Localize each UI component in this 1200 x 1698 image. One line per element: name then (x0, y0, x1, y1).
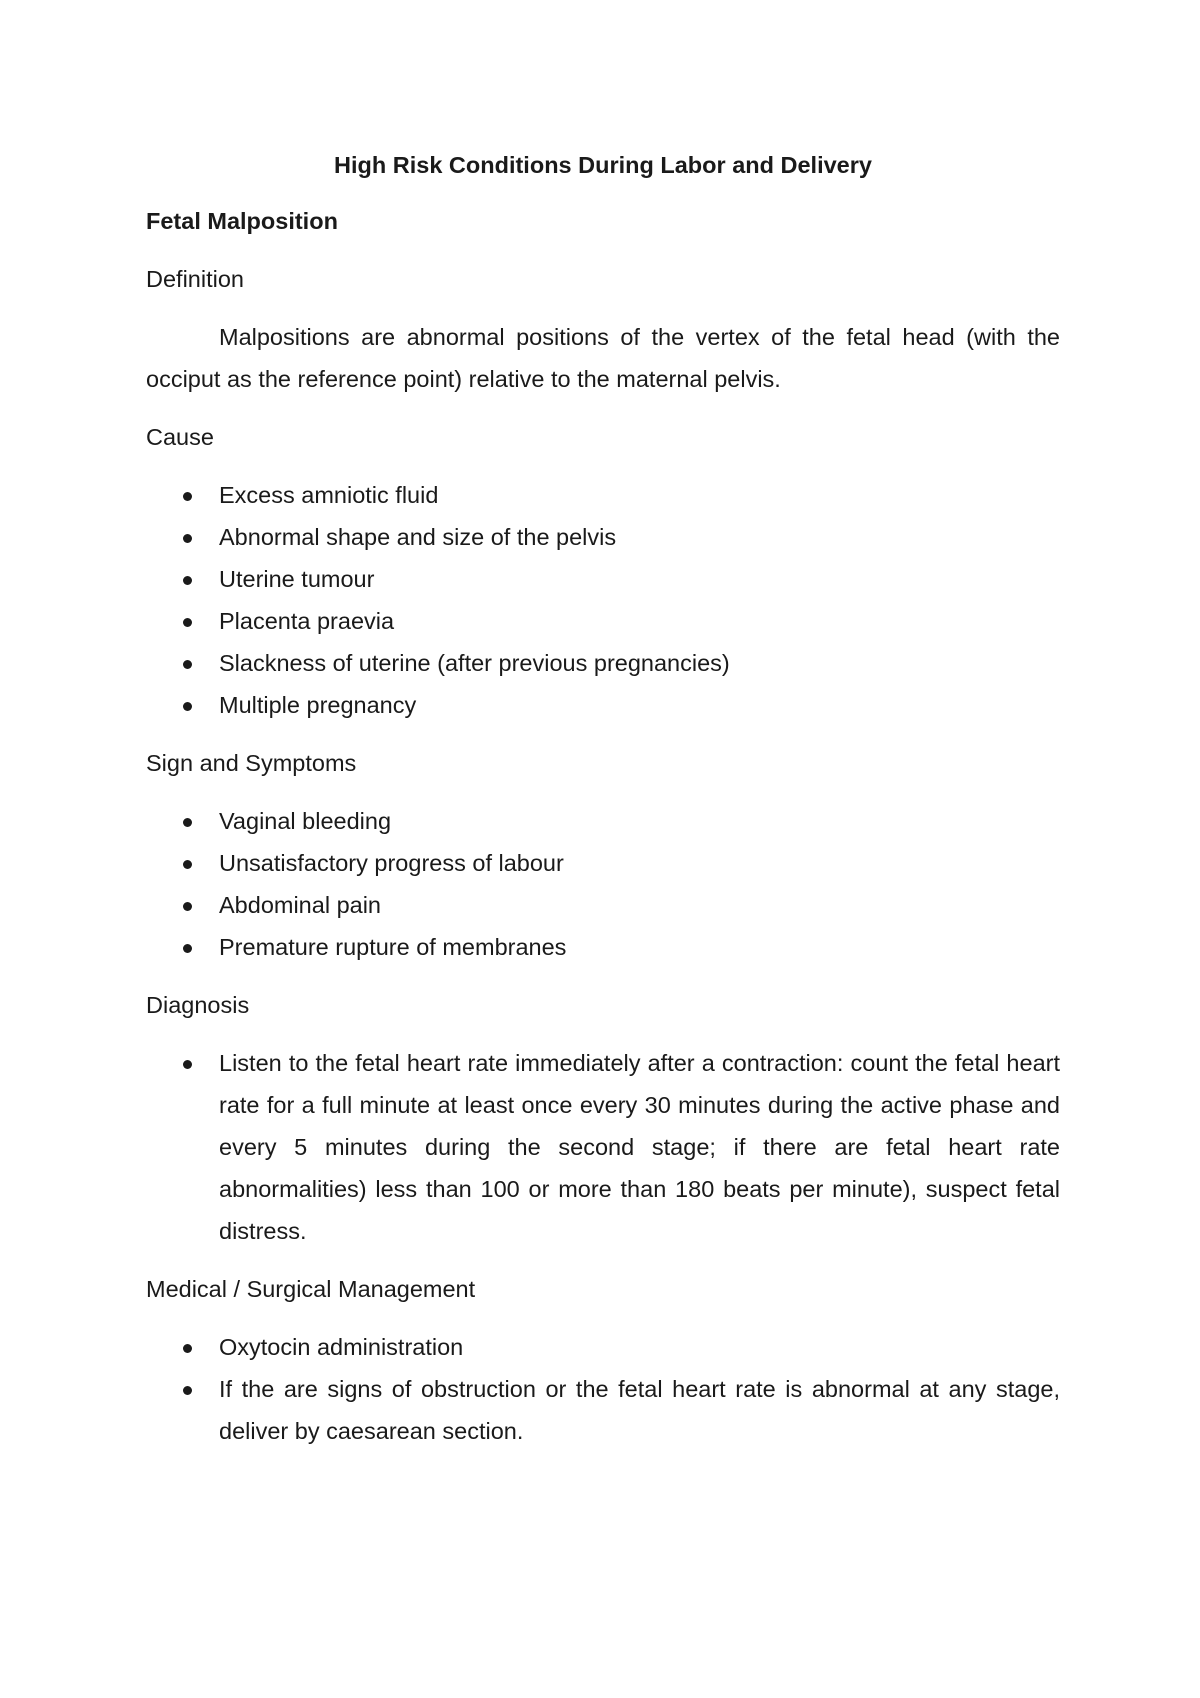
list-item-text: Uterine tumour (219, 566, 375, 592)
bullet-icon (183, 1344, 192, 1353)
list-item-text: Listen to the fetal heart rate immediately after a contraction: count the fetal heart rate for a full minute at least once every 30 minutes during the active phase and every 5 minutes during the second stage; if there are fetal heart rate abnormalities) less than 100 or more than 180 beats per minute), suspect fetal distress. (219, 1050, 1060, 1244)
bullet-icon (183, 860, 192, 869)
list-item (146, 800, 1060, 842)
bullet-icon (183, 492, 192, 501)
list-item-text: Placenta praevia (219, 608, 395, 634)
list-item (146, 842, 1060, 884)
bullet-icon (183, 1386, 192, 1395)
document-title: High Risk Conditions During Labor and Delivery (334, 152, 872, 178)
definition-heading: Definition (146, 266, 244, 292)
list-item (146, 516, 1060, 558)
diagnosis-list (146, 1042, 1060, 1252)
list-item (146, 884, 1060, 926)
list-item-text: Unsatisfactory progress of labour (219, 850, 564, 876)
list-item (146, 684, 1060, 726)
list-item-text: Abdominal pain (219, 892, 381, 918)
list-item (146, 642, 1060, 684)
cause-heading: Cause (146, 424, 214, 450)
section-title: Fetal Malposition (146, 208, 338, 234)
bullet-icon (183, 660, 192, 669)
bullet-icon (183, 576, 192, 585)
cause-list (146, 474, 1060, 726)
bullet-icon (183, 1060, 192, 1069)
list-item-text: Vaginal bleeding (219, 808, 392, 834)
signs-heading: Sign and Symptoms (146, 750, 357, 776)
list-item (146, 1042, 1060, 1252)
definition-paragraph: Malpositions are abnormal positions of the vertex of the fetal head (with the occiput as the reference point) relative to the maternal pelvis. (146, 324, 1060, 392)
list-item-text: Abnormal shape and size of the pelvis (219, 524, 617, 550)
bullet-icon (183, 534, 192, 543)
diagnosis-heading: Diagnosis (146, 992, 250, 1018)
document-body (146, 144, 1060, 1452)
management-list (146, 1326, 1060, 1452)
list-item (146, 474, 1060, 516)
list-item (146, 1326, 1060, 1368)
list-item (146, 600, 1060, 642)
list-item-text: Multiple pregnancy (219, 692, 417, 718)
bullet-icon (183, 702, 192, 711)
list-item (146, 926, 1060, 968)
list-item (146, 558, 1060, 600)
signs-list (146, 800, 1060, 968)
bullet-icon (183, 902, 192, 911)
list-item-text: Slackness of uterine (after previous pregnancies) (219, 650, 730, 676)
bullet-icon (183, 618, 192, 627)
bullet-icon (183, 944, 192, 953)
list-item-text: Premature rupture of membranes (219, 934, 567, 960)
list-item (146, 1368, 1060, 1452)
bullet-icon (183, 818, 192, 827)
management-heading: Medical / Surgical Management (146, 1276, 476, 1302)
list-item-text: If the are signs of obstruction or the fetal heart rate is abnormal at any stage, deliver by caesarean section. (219, 1376, 1060, 1444)
list-item-text: Oxytocin administration (219, 1334, 464, 1360)
list-item-text: Excess amniotic fluid (219, 482, 439, 508)
